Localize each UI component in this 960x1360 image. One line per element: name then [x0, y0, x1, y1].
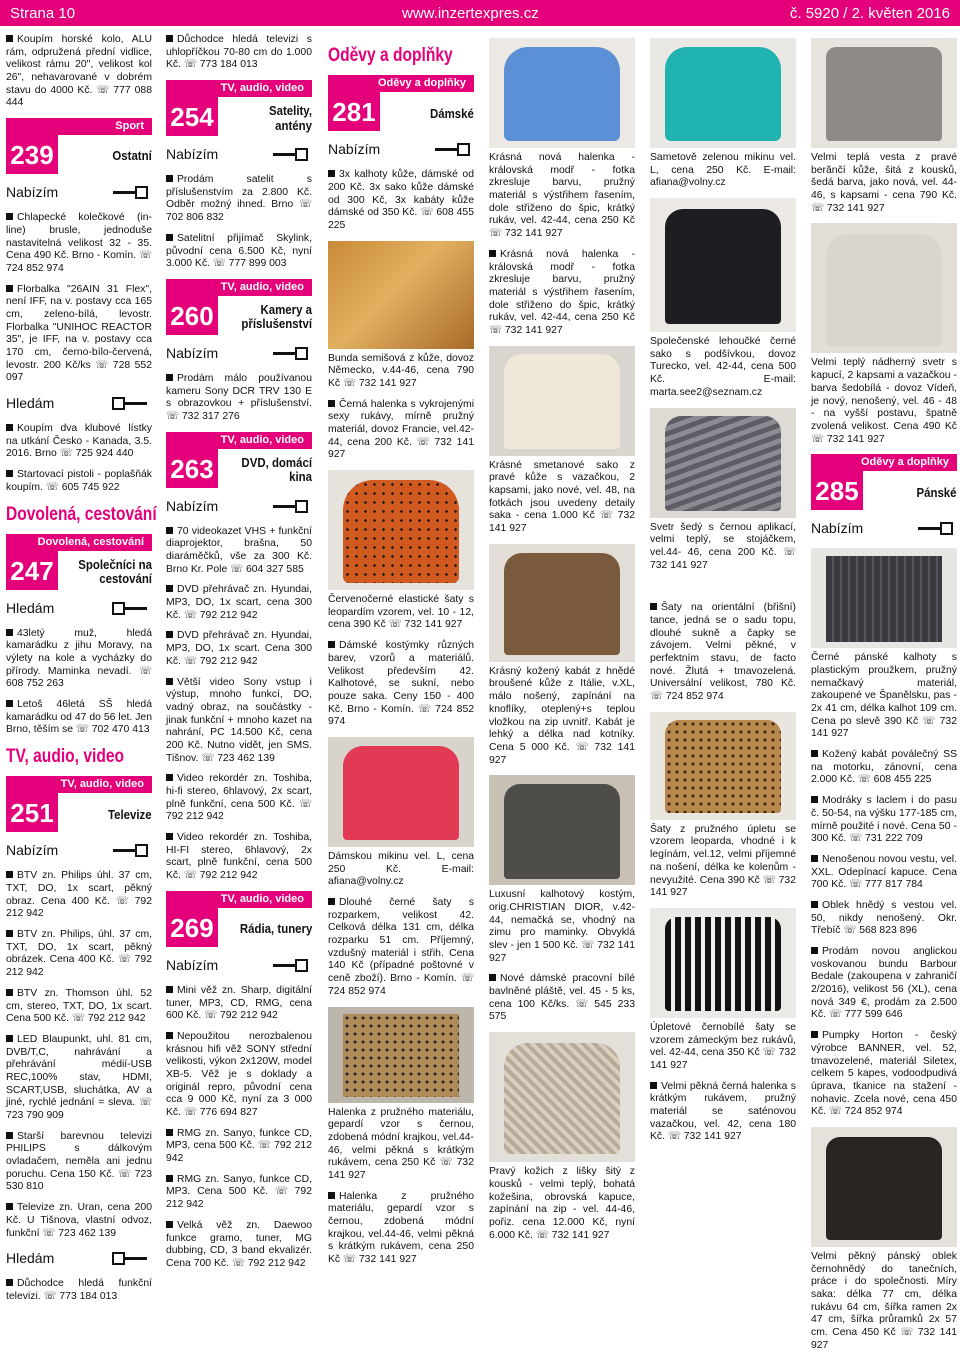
classified-ad: Dlouhé černé šaty s rozparkem, velikost 42. Celková délka 131 cm, délka rozparku 51 cm. Příjemný, vzdušný materiál i střih. Cena 140 Kč (případné poštovné v ceně zboží). Brno - Komín. ☏ 724 852 974: [328, 897, 474, 997]
classified-ad: Startovací pistoli - poplašňák koupím. ☏ 605 745 922: [6, 469, 152, 493]
arrow-right-icon: [112, 186, 148, 199]
arrow-right-icon: [272, 959, 308, 972]
classified-ad: Pumpky Horton - český výrobce BANNER, vel. 52, tmavozelené, materiál Siletex, celkem 5 kapes, vodoodpudivá úprava, tkanice na stažení - nohavic. Zcela nové, cena 450 Kč. ☏ 724 852 974: [811, 1030, 957, 1118]
classified-ad: Nové dámské pracovní bílé bavlněné pláště, vel. 45 - 5 ks, cena 100 Kč/ks. ☏ 545 233 575: [489, 973, 635, 1023]
classified-ad: LED Blaupunkt, uhl. 81 cm, DVB/T,C, nahrávání a přehrávání médií-USB REC,100% stav, HDMI, SCART,USB, sluchátka, AV a jiné, rychlé jednání = sleva. ☏ 723 790 909: [6, 1033, 152, 1122]
classified-ad: Velmi teplý nádherný svetr s kapucí, 2 kapsami a vazačkou - barva šedobílá - dovoz Vídeň, je nový, nenošený, vel. 46 - 48 - na vyšší postavu, špatně zvolená velikost. Cena 490 Kč ☏ 732 141 927: [811, 357, 957, 445]
classified-ad: Červenočerné elastické šaty s leopardím vzorem, vel. 10 - 12, cena 390 Kč ☏ 732 141 927: [328, 594, 474, 631]
photo-blue-blouse: [489, 38, 635, 148]
classified-ad: Krásné smetanové sako z pravé kůže s vazačkou, 2 kapsami, jako nové, vel. 48, na fotkách jsou uvedeny detaily saka - cena 1.000 Kč ☏ 732 141 927: [489, 459, 635, 535]
classified-ad: RMG zn. Sanyo, funkce CD, MP3, cena 500 Kč. ☏ 792 212 942: [166, 1127, 312, 1165]
section-title: Dovolená, cestování: [6, 503, 157, 525]
classified-ad: Pravý kožich z lišky šitý z kousků - velmi teplý, bohatá kožešina, obrovská kapuce, zapínání na zip - vel. 44-46, pořiz. cena 12.000 Kč, nyní 6.000 Kč. ☏ 732 141 927: [489, 1166, 635, 1241]
offer-heading: Nabízím: [166, 498, 312, 516]
classified-ad: 3x kalhoty kůže, dámské od 200 Kč. 3x sako kůže dámské od 300 Kč, 3x kabáty kůže dámské od 350 Kč. ☏ 608 455 225: [328, 169, 474, 231]
classified-ad: BTV zn. Philips, úhl. 37 cm, TXT, DO, 1x scart, pěkný obrázek. Cena 400 Kč. ☏ 792 212 942: [6, 929, 152, 979]
classified-ad: Televize zn. Uran, cena 200 Kč. U Tišnova, vlastní odvoz, funkční ☏ 723 462 139: [6, 1202, 152, 1239]
classified-ad: Starší barevnou televizi PHILIPS s dálkovým ovladačem, neměla ani jednu poruchu. Cena 150 Kč. ☏ 723 530 810: [6, 1130, 152, 1193]
arrow-right-icon: [434, 143, 470, 156]
category-header: TV, audio, video 251 Televize: [6, 776, 152, 832]
classified-ad: Černé pánské kalhoty s plastickým proužkem, pružný nemačkavý materiál, zakoupené ve Španělsku, pas - 2x 41 cm, délka kalhot 109 cm. Cena po slevě 390 Kč ☏ 732 141 927: [811, 652, 957, 740]
classified-ad: Koupím horské kolo, ALU rám, odpružená přední vidlice, velikost rámu 20", velikost kol 26", nehavarované v dobrém stavu do 4000 Kč. ☏ 777 088 444: [6, 34, 152, 109]
classified-ad: Důchodce hledá televizi s uhlopříčkou 70-80 cm do 1.000 Kč. ☏ 773 184 013: [166, 34, 312, 71]
offer-heading: Nabízím: [166, 345, 312, 363]
page-number: Strana 10: [10, 5, 76, 22]
classified-ad: Modráky s laclem i do pasu č. 50-54, na výšku 177-185 cm, mírně použité i nové. Cena 50 - 300 Kč. ☏ 731 222 709: [811, 795, 957, 845]
classified-ad: Větší video Sony vstup i výstup, mnoho funkcí, DO, vadný obraz, na součástky - jinak funkční + mnoho kazet na nahrání, PC 14.500 Kč, cena 200 Kč. Nutno vidět, jen SMS. Tišnov. ☏ 723 462 139: [166, 676, 312, 764]
photo-suede-jacket: [328, 241, 474, 349]
photo-leopard-dress: [328, 470, 474, 590]
arrow-left-icon: [112, 397, 148, 410]
photo-cream-jacket: [489, 346, 635, 456]
arrow-left-icon: [112, 1252, 148, 1265]
classified-ad: Mini věž zn. Sharp, digitální tuner, MP3, CD, RMG, cena 600 Kč. ☏ 792 212 942: [166, 984, 312, 1022]
column-2: [166, 34, 312, 1279]
classified-ad: BTV zn. Thomson úhl. 52 cm, stereo, TXT, DO, 1x scart. Cena 500 Kč. ☏ 792 212 942: [6, 987, 152, 1025]
classified-ad: Šaty na orientální (břišní) tance, jedná se o sadu topu, dlouhé sukně a čapky se závojem. Velmi pěkné, v perfektním stavu, de facto nové. Žlutá + tmavozelená. Universální velikost, 780 Kč. ☏ 724 852 974: [650, 602, 796, 703]
offer-heading: Nabízím: [166, 957, 312, 975]
classified-ad: Chlapecké kolečkové (in-line) brusle, jednoduše nastavitelná velikost 32 - 35. Cena 490 Kč. Brno - Komín. ☏ 724 852 974: [6, 212, 152, 274]
classified-ad: Prodám satelit s příslušenstvím za 2.800 Kč. Odběr možný ihned. Brno ☏ 702 806 832: [166, 174, 312, 224]
photo-white-sweater: [811, 223, 957, 353]
classified-ad: Úpletové černobílé šaty se vzorem zámeckým bez rukávů, vel. 42-44, cena 350 Kč ☏ 732 141 927: [650, 1021, 796, 1071]
classified-ad: 70 videokazet VHS + funkční diaprojektor, brašna, 50 diaráměčků, vše za 300 Kč. Brno Kr. Pole ☏ 604 327 585: [166, 525, 312, 575]
classified-ad: Prodám málo používanou kameru Sony DCR TRV 130 E s obrazovkou + příslušenství. ☏ 732 317 276: [166, 372, 312, 422]
classified-ad: Sametově zelenou mikinu vel. L, cena 250 Kč. E-mail: afiana@volny.cz: [650, 152, 796, 189]
column-6: [811, 34, 957, 1360]
classified-ad: 43letý muž, hledá kamarádku z jihu Moravy, na výlety na kole a vycházky do přírody. Maminka nevadí. ☏ 608 752 263: [6, 627, 152, 690]
column-3: [328, 34, 474, 1275]
section-title: TV, audio, video: [6, 746, 125, 768]
classified-ad: Dámskou mikinu vel. L, cena 250 Kč. E-mail: afiana@volny.cz: [328, 850, 474, 888]
classified-ad: Letoš 46letá SŠ hledá kamarádku od 47 do 56 let. Jen Brno, těším se ☏ 702 470 413: [6, 699, 152, 736]
arrow-right-icon: [272, 347, 308, 360]
category-header: TV, audio, video 260 Kamery a příslušenství: [166, 279, 312, 335]
classified-ad: Oblek hnědý s vestou vel. 50, nikdy nenošený. Okr. Třebíč ☏ 568 823 896: [811, 899, 957, 937]
classified-ad: Bunda semišová z kůže, dovoz Německo, v.44-46, cena 790 Kč ☏ 732 141 927: [328, 352, 474, 389]
classified-ad: Krásná nová halenka - královská modř - fotka zkresluje barvu, pružný materiál s výstřihem řasením, dole střiženo do špic, krátký rukáv, vel. 42-44, cena 250 Kč ☏ 732 141 927: [489, 248, 635, 336]
photo-suit: [489, 775, 635, 885]
classified-ad: Černá halenka s vykrojenými sexy rukávy, mírně pružný materiál, dovoz Francie, vel.42-44, cena 200 Kč. ☏ 732 141 927: [328, 398, 474, 461]
arrow-right-icon: [272, 148, 308, 161]
classified-ad: Důchodce hledá funkční televizi. ☏ 773 184 013: [6, 1278, 152, 1302]
category-header: Sport 239 Ostatní: [6, 118, 152, 174]
column-1: [6, 34, 157, 1312]
category-header: TV, audio, video 254 Satelity, antény: [166, 80, 312, 136]
offer-heading: Nabízím: [6, 184, 152, 202]
offer-heading: Nabízím: [328, 141, 474, 159]
offer-heading: Nabízím: [6, 842, 152, 860]
photo-black-jacket: [650, 198, 796, 332]
category-header: TV, audio, video 269 Rádia, tunery: [166, 891, 312, 947]
category-header: Oděvy a doplňky 281 Dámské: [328, 75, 474, 131]
classified-ad: Luxusní kalhotový kostým, orig.CHRISTIAN DIOR, v.42-44, nemačká se, vhodný na zimu pro maminky. Obvyklá slev - jen 1 500 Kč. ☏ 732 141 927: [489, 889, 635, 964]
offer-heading: Nabízím: [166, 146, 312, 164]
classified-ad: Velmi pěkný pánský oblek černohnědý do tanečních, práce i do společnosti. Míry saka: délka 77 cm, délka rukávu 64 cm, šířka ramen 2x 47 cm, šířka průramků 2x 57 cm. Cena 450 Kč ☏ 732 141 927: [811, 1250, 957, 1351]
classified-ad: Společenské lehoučké černé sako s podšívkou, dovoz Turecko, vel. 42-44, cena 500 Kč. E-mail: marta.see2@seznam.cz: [650, 336, 796, 398]
arrow-right-icon: [112, 844, 148, 857]
classified-ad: Nepoužitou nerozbalenou krásnou hifi věž SONY střední velikosti, výkon 2x120W, model XB-5. Věž je s doklady a originál repro, původní cena cca 9 000 Kč, nyní za 3 000 Kč. ☏ 776 694 827: [166, 1030, 312, 1118]
classified-ad: Halenka z pružného materiálu, gepardí vzor s černou, zdobená módní krajkou, vel.44-46, velmi pěkná s krátkým rukávem, cena 250 Kč ☏ 732 141 927: [328, 1106, 474, 1181]
photo-black-white-dress: [650, 908, 796, 1018]
page-header: [0, 0, 960, 26]
classified-ad: Šaty z pružného úpletu se vzorem leoparda, vhodné i k legínám, vel.12, velmi příjemné na nošení, délka ke kolenům - nevyužité. Cena 390 Kč ☏ 732 141 927: [650, 823, 796, 899]
classified-ad: Krásný kožený kabát z hnědé broušené kůže z Itálie, v.XL, málo nošený, zapínání na knoflíky, oteplený+s teplou vložkou na zip uvnitř. Kabát je lehký a délka nad kotníky. Cena 5 000 Kč. ☏ 732 141 927: [489, 665, 635, 766]
section-title: Oděvy a doplňky: [328, 45, 453, 66]
category-header: TV, audio, video 263 DVD, domácí kina: [166, 432, 312, 488]
arrow-right-icon: [917, 522, 953, 535]
classified-ad: Halenka z pružného materiálu, gepardí vzor s černou, zdobená módní krajkou, vel.44-46, velmi pěkná s krátkým rukávem, cena 250 Kč ☏ 732 141 927: [328, 1190, 474, 1266]
classified-ad: Dámské kostýmky různých barev, vzorů a materiálů. Velikost především 42. Kalhotové, se sukní, nebo pouze saka. Ceny 150 - 400 Kč. Brno - Komín. ☏ 724 852 974: [328, 640, 474, 728]
photo-black-trousers: [811, 548, 957, 648]
photo-mens-suit: [811, 1127, 957, 1247]
wanted-heading: Hledám: [6, 1250, 152, 1268]
classified-ad: BTV zn. Philips úhl. 37 cm, TXT, DO, 1x scart, pěkný obraz. Cena 400 Kč. ☏ 792 212 942: [6, 870, 152, 920]
classified-ad: DVD přehrávač zn. Hyundai, MP3, DO, 1x scart. Cena 300 Kč. ☏ 792 212 942: [166, 630, 312, 667]
column-5: [650, 34, 796, 1152]
column-4: [489, 34, 635, 1250]
classified-ad: Velmi pěkná černá halenka s krátkým rukávem, pružný materiál se saténovou vazačkou, vel. 42, cena 180 Kč. ☏ 732 141 927: [650, 1080, 796, 1143]
classified-ad: Video rekordér zn. Toshiba, HI-FI stereo, 6hlavový, 2x scart, plně funkční, cena 500 Kč. ☏ 792 212 942: [166, 832, 312, 882]
photo-vest: [811, 38, 957, 148]
offer-heading: Nabízím: [811, 520, 957, 538]
classified-ad: Florbalka "26AIN 31 Flex", není IFF, na v. postavy cca 165 cm, zeleno-bílá, levostr. Florbalka "UNIHOC REACTOR 35", je IFF, na v. postavy cca 170 cm, černo-bílo-červená, levostr. 200 Kč/ks ☏ 728 552 097: [6, 283, 152, 384]
category-header: Oděvy a doplňky 285 Pánské: [811, 454, 957, 510]
classified-ad: Velká věž zn. Daewoo funkce gramo, tuner, MG dubbing, CD, 3 band ekvalizér. Cena 700 Kč. ☏ 792 212 942: [166, 1219, 312, 1269]
classified-ad: Velmi teplá vesta z pravé berănčí kůže, šitá z kousků, šedá barva, jako nová, vel. 44-46, s kapsami - cena 790 Kč. ☏ 732 141 927: [811, 152, 957, 214]
arrow-right-icon: [272, 500, 308, 513]
photo-pink-hoodie: [328, 737, 474, 847]
photo-green-hoodie: [650, 38, 796, 148]
classified-ad: Kožený kabát poválečný SS na motorku, zánovní, cena 2.000 Kč. ☏ 608 455 225: [811, 749, 957, 786]
photo-grey-sweater: [650, 408, 796, 518]
classified-ad: Svetr šedý s černou aplikací, velmi teplý, se stojáčkem, vel.44- 46, cena 200 Kč. ☏ 732 141 927: [650, 521, 796, 571]
classified-ad: Koupím dva klubové lístky na utkání Česko - Kanada, 3.5. 2016. Brno ☏ 725 924 440: [6, 423, 152, 460]
wanted-heading: Hledám: [6, 395, 152, 413]
arrow-left-icon: [112, 602, 148, 615]
classified-ad: RMG zn. Sanyo, funkce CD, MP3. Cena 500 Kč. ☏ 792 212 942: [166, 1173, 312, 1211]
issue-number: č. 5920 / 2. květen 2016: [789, 5, 950, 22]
website-url[interactable]: www.inzertexpres.cz: [402, 5, 539, 22]
photo-leopard-dress-2: [650, 712, 796, 820]
classified-ad: Prodám novou anglickou voskovanou bundu Barbour Bedale (zakoupena v zahraničí 2/2016), velikost 56 (XL), cena nová 349 €, prodám za 2.500 Kč. ☏ 777 599 646: [811, 946, 957, 1021]
classified-ad: Satelitní přijímač Skylink, původní cena 6.500 Kč, nyní 3.000 Kč. ☏ 777 899 003: [166, 232, 312, 270]
classified-ad: Video rekordér zn. Toshiba, hi-fi stereo, 6hlavový, 2x scart, plně funkční, cena 500 Kč. ☏ 792 212 942: [166, 773, 312, 823]
photo-fur-coat: [489, 1032, 635, 1162]
category-header: Dovolená, cestování 247 Společníci na cestování: [6, 534, 152, 590]
classified-ad: Nenošenou novou vestu, vel. XXL. Odepínací kapuce. Cena 700 Kč. ☏ 777 817 784: [811, 853, 957, 891]
photo-blouse: [328, 1007, 474, 1103]
wanted-heading: Hledám: [6, 600, 152, 618]
photo-brown-coat: [489, 544, 635, 662]
classified-ad: Krásná nová halenka - královská modř - fotka zkresluje barvu, pružný materiál s výstřihem řasením, dole střiženo do špic, krátký rukáv, vel. 42-44, cena 250 Kč ☏ 732 141 927: [489, 152, 635, 240]
classified-ad: DVD přehrávač zn. Hyundai, MP3, DO, 1x scart, cena 300 Kč. ☏ 792 212 942: [166, 584, 312, 621]
